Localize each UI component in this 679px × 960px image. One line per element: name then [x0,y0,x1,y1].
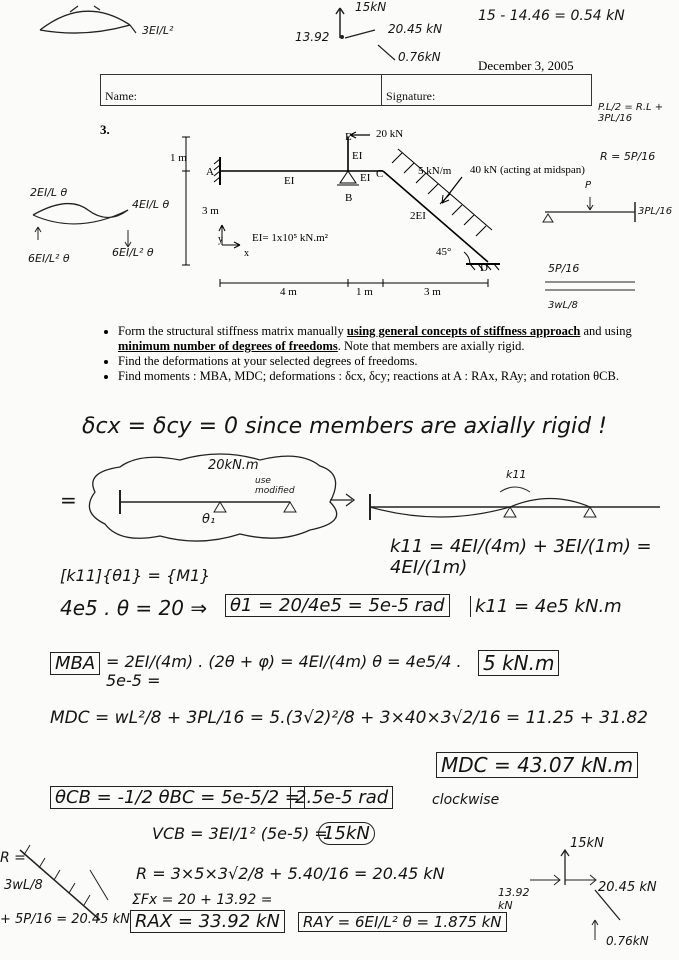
label-20kn: 20 kN [376,128,404,140]
margin-6ei-up: 6EI/L² θ [28,252,70,265]
label-b: B [345,192,353,204]
signature-label: Signature: [386,89,436,103]
label-angle: 45° [436,246,452,258]
cloud-moment: 20kN.m [208,458,259,473]
left-fraction-1: 3wL/8 [4,878,43,893]
sum-fx: ΣFx = 20 + 13.92 = [132,892,273,908]
left-r-label: R = [0,850,26,866]
ray-result: RAY = 6EI/L² θ = 1.875 kN [298,912,507,932]
label-40kn: 40 kN (acting at midspan) [470,164,585,176]
rax-result: RAX = 33.92 kN [130,910,285,933]
theta-result-box: θ1 = 20/4e5 = 5e-5 rad [225,594,450,617]
mba-result: 5 kN.m [478,650,559,676]
label-dist-load: 5 kN/m [418,165,452,177]
theta-cb-result: 2.5e-5 rad [290,786,393,809]
label-c: C [376,168,384,180]
k11-sketch-label: k11 [506,468,527,481]
margin-right-p: P [585,180,592,191]
vcb-result: 15kN [318,822,375,845]
mba-equation: = 2EI/(4m) . (2θ + φ) = 4EI/(4m) θ = 4e5/4 . 5e-5 = [106,652,462,690]
right-15kn: 15kN [570,836,604,851]
k11-value: k11 = 4e5 kN.m [470,596,626,617]
task-3-text: Find moments : M [118,369,211,383]
dim-3m-vertical: 3 m [202,205,219,217]
label-a: A [206,166,214,178]
task-2-text: Find the deformations at your selected degrees of freedoms. [118,354,418,368]
theta-cb-direction: clockwise [432,792,500,808]
task-3-tail: BA, MDC; deformations : δcx, δcy; reactions at A : RAx, RAy; and rotation θCB. [210,369,619,383]
box-divider [381,75,382,105]
label-ei-bc: EI [360,172,371,184]
problem-number: 3. [100,122,110,137]
cloud-note: use modified [255,476,295,496]
label-ei-value: EI= 1x10⁵ kN.m² [252,232,328,244]
margin-6ei-down: 6EI/L² θ [112,246,154,259]
dim-4m: 4 m [280,286,297,298]
margin-right-3wl: 3wL/8 [548,300,578,311]
top-calc: 15 - 14.46 = 0.54 kN [478,8,625,24]
label-d: D [480,262,488,274]
left-fraction-2: + 5P/16 = 20.45 kN [0,912,130,927]
task-list [100,324,678,384]
mba-label: MBA [50,652,100,675]
task-1-text: Form the structural stiffness matrix manually [118,324,347,338]
margin-right-3pl: 3PL/16 [638,206,673,217]
task-item [118,369,678,384]
name-label: Name: [105,89,137,103]
task-1-end: . Note that members are axially rigid. [337,339,525,353]
task-item [118,324,678,354]
label-e: E [345,131,352,143]
task-1-mid: and using [580,324,632,338]
task-1-emphasis-1: using general concepts of stiffness approach [346,324,581,338]
margin-right-r: R = 5P/16 [600,150,656,163]
vcb-equation: VCB = 3EI/1² (5e-5) = [152,824,328,843]
top-force-15: 15kN [355,0,387,14]
label-ei-ab: EI [284,175,295,187]
right-2045: 20.45 kN [598,880,657,895]
r-equation: R = 3×5×3√2/8 + 5.40/16 = 20.45 kN [136,864,445,883]
axis-x-label: x [244,248,249,259]
theta-cb-equation: θCB = -1/2 θBC = 5e-5/2 = [50,786,305,809]
margin-4ei: 4EI/L θ [132,198,170,211]
dim-3m: 3 m [424,286,441,298]
mdc-equation: MDC = wL²/8 + 3PL/16 = 5.(3√2)²/8 + 3×40×3√2/16 = 11.25 + 31.82 [50,708,648,728]
k11-equation: k11 = 4EI/(4m) + 3EI/(1m) = 4EI/(1m) [390,536,652,578]
matrix-equation: [k11]{θ1} = {M1} [60,566,211,585]
margin-right-5p: 5P/16 [548,262,580,275]
dim-1m: 1 m [356,286,373,298]
dim-1m-vertical: 1 m [170,152,187,164]
mdc-result: MDC = 43.07 kN.m [436,752,638,778]
right-1392: 13.92 kN [498,886,530,912]
task-1-emphasis-2: minimum number of degrees of freedoms [118,339,338,353]
axis-y-label: y [218,234,223,245]
top-force-2045: 20.45 kN [388,22,443,36]
top-force-076: 0.76kN [398,50,441,64]
top-force-1392: 13.92 [295,30,330,44]
label-ei-be: EI [352,150,363,162]
label-2ei: 2EI [410,210,426,222]
margin-right-pl: P.L/2 = R.L + 3PL/16 [598,102,664,124]
structure-diagram [170,125,600,305]
solution-line-1: δcx = δcy = 0 since members are axially rigid ! [82,414,607,439]
right-076: 0.76kN [606,934,649,948]
margin-2ei: 2EI/L θ [30,186,68,199]
theta-equation: 4e5 . θ = 20 ⇒ [60,596,208,620]
cloud-theta: θ₁ [202,512,216,527]
task-item [118,354,678,369]
top-left-formula: 3EI/L² [142,24,174,37]
equals-sign: = [60,488,77,512]
exam-date: December 3, 2005 [478,58,574,73]
name-signature-box [100,74,592,106]
